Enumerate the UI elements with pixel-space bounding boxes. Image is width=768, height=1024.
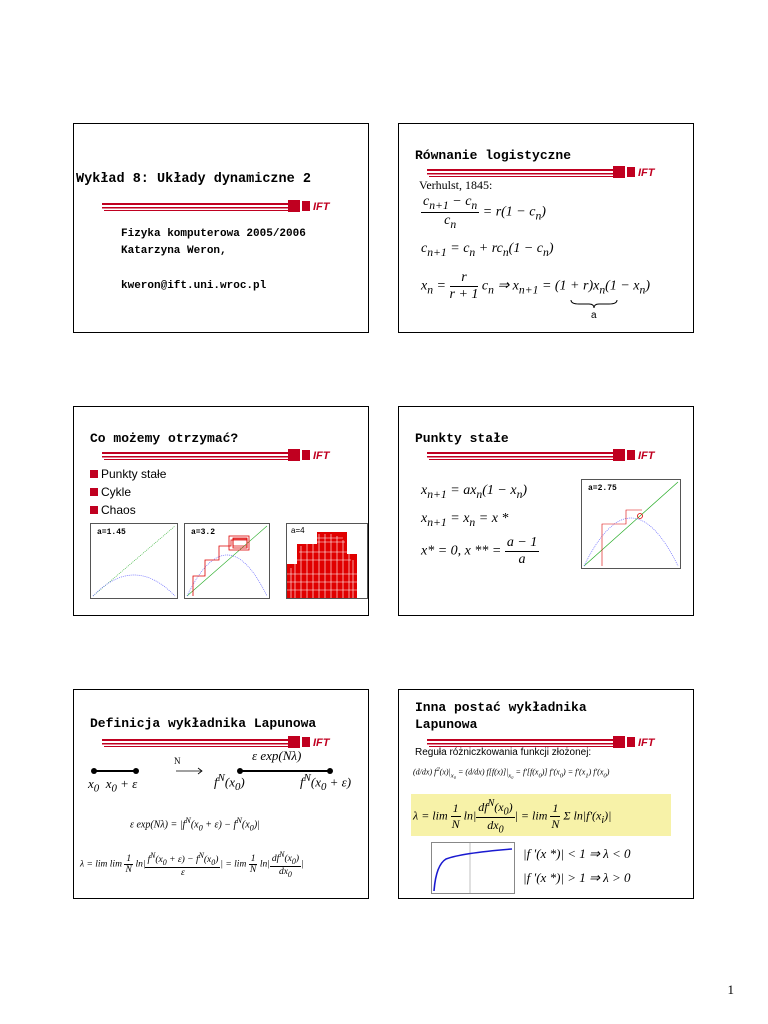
course-name: Fizyka komputerowa 2005/2006: [121, 228, 306, 240]
slide-title-heading: Wykład 8: Układy dynamiczne 2: [76, 172, 311, 187]
author-email: kweron@ift.uni.wroc.pl: [121, 280, 267, 292]
plot-label: a=4: [291, 526, 305, 535]
header-bar: [74, 734, 369, 748]
slide-title-heading: Punkty stałe: [415, 431, 509, 446]
stability-eq-2: |f '(x *)| > 1 ⇒ λ > 0: [523, 870, 631, 885]
subtitle: Verhulst, 1845:: [419, 178, 493, 192]
author-name: Katarzyna Weron,: [121, 245, 227, 257]
header-bar: [399, 734, 694, 748]
slide-title-heading: Definicja wykładnika Lapunowa: [90, 716, 317, 731]
slide-title-line1: Inna postać wykładnika: [415, 700, 587, 715]
slide-fixed-points: [398, 406, 694, 616]
brace-icon: [569, 298, 619, 310]
chain-rule-text: Reguła różniczkowania funkcji złożonej:: [415, 747, 592, 758]
equation-2: $c_{n+1} = c_n + rc_n(1 - c_n)$: [421, 241, 554, 259]
fixed-eq-2: $x_{n+1} = x_n = x$ *: [421, 511, 509, 529]
x0-labels: $x_0$ $x_0 + \varepsilon$: [88, 776, 138, 795]
ift-logo: IFT: [313, 201, 330, 212]
header-bar: [74, 447, 369, 461]
chain-rule-eq: (d/dx) $f^2(x)|_{x_0} = (d/dx) f[f(x)]|_{x_0} = f'[f(x_0)] f'(x_0) = f'(x_1)$ $f'(x_0)$: [413, 766, 610, 780]
fixed-eq-1: $x_{n+1} = ax_n(1 - x_n)$: [421, 483, 528, 501]
lyapunov-eq-2: λ = lim lim $\frac{1}{N}$ ln| $\frac{f^N(x_0 + \varepsilon) - f^N(x_0)}{\varepsilon}$ | = lim $\frac{1}{N}$ ln| $\frac{df^N(x_0)}{dx_0}$ |: [80, 850, 304, 879]
bullet-fixed-points: Punkty stałe: [90, 467, 166, 481]
arrow-label: N: [174, 756, 181, 766]
slide-outcomes: [73, 406, 369, 616]
bullet-cycles: Cykle: [90, 485, 131, 499]
header-bar: [399, 164, 694, 178]
eps-exp: ε exp(Nλ): [252, 748, 302, 763]
slide-logistic: [398, 123, 694, 333]
equation-1: $\frac{c_{n+1} - c_n}{c_n}$ = $r(1 - c_n)$: [423, 194, 546, 231]
plot-label: a=3.2: [191, 528, 216, 537]
page-number: 1: [727, 982, 734, 997]
slide-title-heading: Co możemy otrzymać?: [90, 431, 239, 446]
slide-title-line2: Lapunowa: [415, 717, 478, 732]
fN-x0: $f^N(x_0)$: [214, 772, 245, 793]
stability-eq-1: |f '(x *)| < 1 ⇒ λ < 0: [523, 846, 631, 861]
slide-title-heading: Równanie logistyczne: [415, 148, 572, 163]
plot-label: a=2.75: [588, 484, 617, 493]
fN-x0-eps: $f^N(x_0 + \varepsilon)$: [300, 772, 352, 793]
ift-logo: IFT: [638, 450, 655, 461]
brace-label: a: [591, 310, 597, 321]
ift-logo: IFT: [313, 450, 330, 461]
header-bar: [74, 198, 369, 212]
plot-a4: [286, 523, 368, 599]
plot-label: a=1.45: [97, 528, 126, 537]
slide-lyapunov-def: [73, 689, 369, 899]
fixed-eq-3: x* = 0, x ** = $\frac{a - 1}{a}$: [421, 535, 538, 567]
equation-3: $x_n$ = $\frac{r}{r + 1}$ $c_n$ ⇒ $x_{n+1} = (1 + r)x_n(1 - x_n)$: [421, 270, 650, 302]
plot-log-curve: [431, 842, 515, 894]
lyapunov-eq-1: ε $\exp(N\lambda) = |f^N(x_0 + \varepsilon) - f^N(x_0)|$: [130, 816, 260, 833]
plot-a275: [581, 479, 681, 569]
slide-lyapunov-alt: [398, 689, 694, 899]
ift-logo: IFT: [638, 737, 655, 748]
ift-logo: IFT: [313, 737, 330, 748]
lyapunov-alt-eq: λ = lim $\frac{1}{N}$ ln| $\frac{df^N(x_0)}{dx_0}$ | = lim $\frac{1}{N}$ Σ $\ln|f'(x_i)|$: [413, 798, 612, 836]
slide-title: [73, 123, 369, 333]
plot-a32: [184, 523, 270, 599]
plot-a145: [90, 523, 178, 599]
header-bar: [399, 447, 694, 461]
ift-logo: IFT: [638, 167, 655, 178]
bullet-chaos: Chaos: [90, 503, 136, 517]
